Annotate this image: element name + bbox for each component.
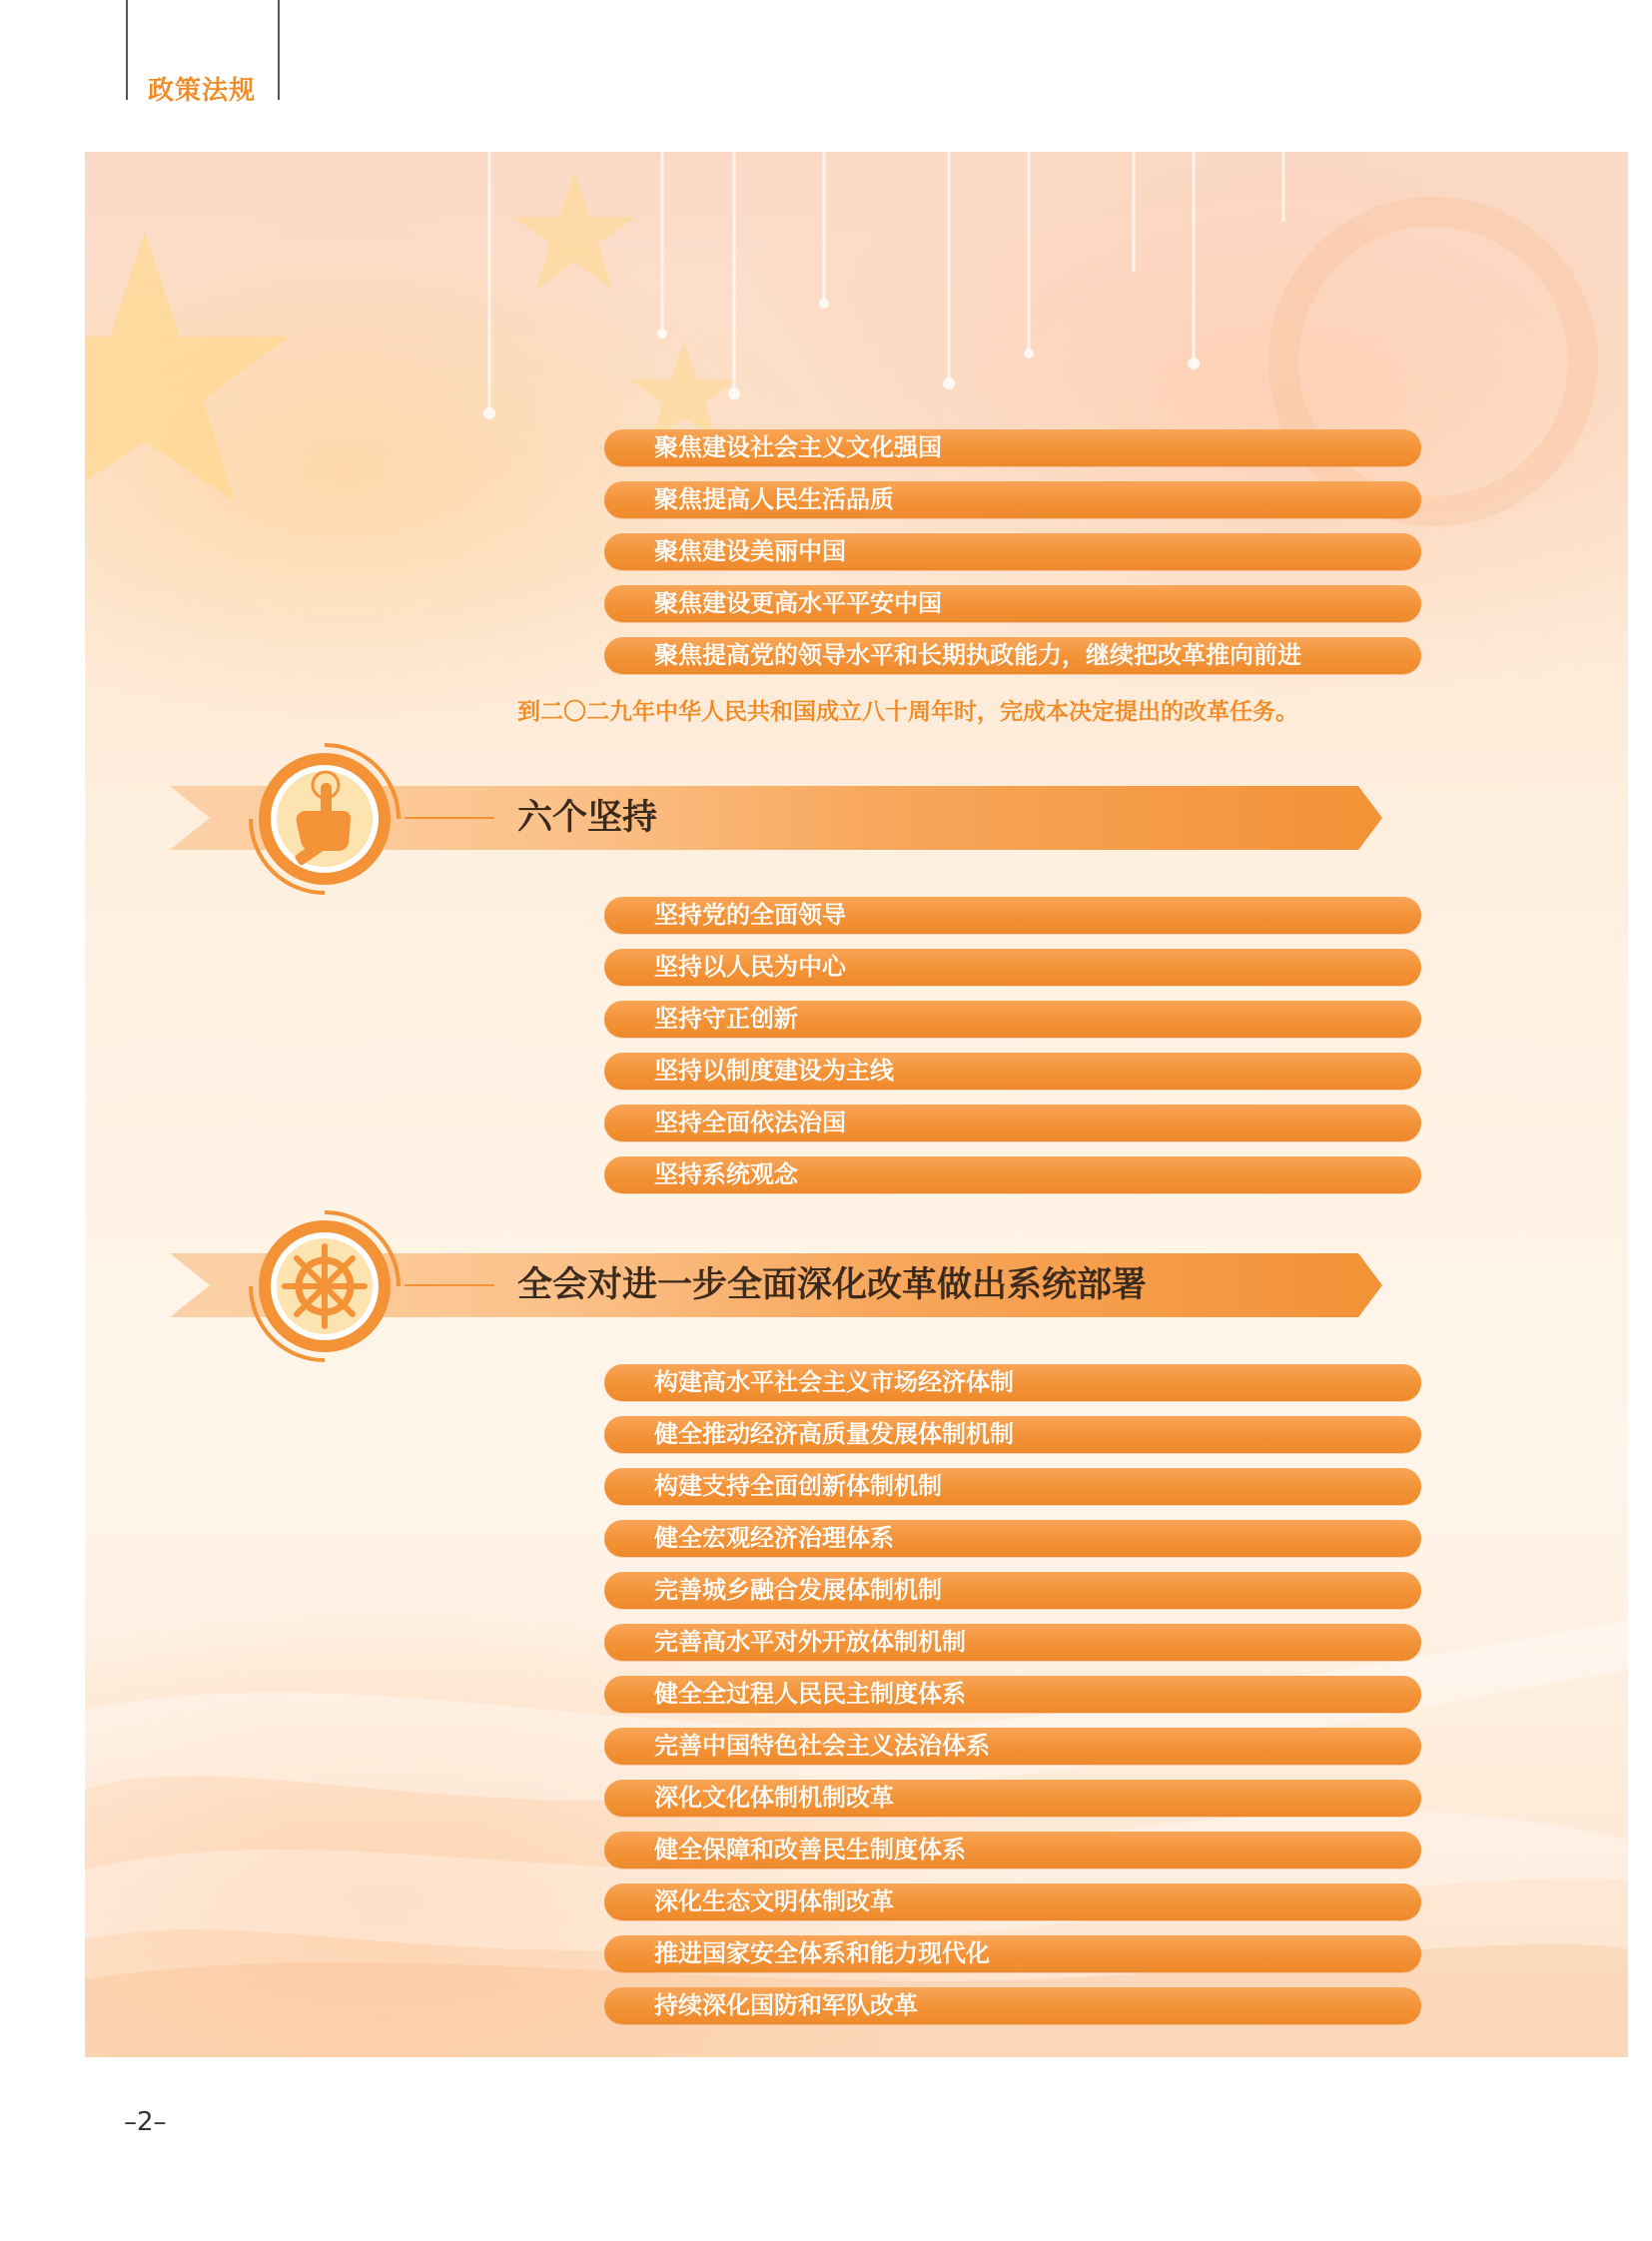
poster-panel bbox=[85, 152, 1628, 2057]
pointing-hand-icon bbox=[245, 739, 405, 899]
adherence-item: 坚持以人民为中心 bbox=[604, 949, 1421, 986]
deployment-item: 完善中国特色社会主义法治体系 bbox=[604, 1728, 1421, 1765]
deployment-item: 健全宏观经济治理体系 bbox=[604, 1520, 1421, 1557]
adherence-item: 坚持党的全面领导 bbox=[604, 897, 1421, 934]
deployment-item: 健全保障和改善民生制度体系 bbox=[604, 1832, 1421, 1868]
header-rule-left bbox=[126, 0, 128, 100]
flag-star-large bbox=[85, 232, 290, 501]
focus-item: 聚焦提高党的领导水平和长期执政能力，继续把改革推向前进 bbox=[604, 637, 1421, 674]
page-number: –2– bbox=[124, 2107, 167, 2137]
focus-item: 聚焦建设社会主义文化强国 bbox=[604, 429, 1421, 466]
connector-line bbox=[405, 817, 494, 819]
connector-line bbox=[405, 1284, 494, 1286]
gear-decoration bbox=[1283, 212, 1583, 511]
adherence-item: 坚持守正创新 bbox=[604, 1001, 1421, 1038]
focus-item: 聚焦提高人民生活品质 bbox=[604, 481, 1421, 518]
deployment-item: 深化文化体制机制改革 bbox=[604, 1780, 1421, 1817]
section-title: 六个坚持 bbox=[517, 798, 658, 838]
deployment-item: 完善高水平对外开放体制机制 bbox=[604, 1624, 1421, 1661]
header-rule-right bbox=[278, 0, 280, 100]
adherence-item: 坚持以制度建设为主线 bbox=[604, 1053, 1421, 1090]
ship-wheel-icon bbox=[245, 1206, 405, 1366]
deployment-item: 持续深化国防和军队改革 bbox=[604, 1987, 1421, 2024]
flag-star-small-2 bbox=[631, 342, 737, 441]
focus-item: 聚焦建设更高水平平安中国 bbox=[604, 585, 1421, 622]
deployment-item: 推进国家安全体系和能力现代化 bbox=[604, 1935, 1421, 1972]
deployment-item: 健全全过程人民民主制度体系 bbox=[604, 1676, 1421, 1713]
completion-note: 到二〇二九年中华人民共和国成立八十周年时，完成本决定提出的改革任务。 bbox=[517, 699, 1298, 725]
section-header-title: 政策法规 bbox=[148, 76, 257, 106]
deployment-item: 健全推动经济高质量发展体制机制 bbox=[604, 1416, 1421, 1453]
adherence-item: 坚持系统观念 bbox=[604, 1156, 1421, 1193]
section-title: 全会对进一步全面深化改革做出系统部署 bbox=[517, 1265, 1148, 1305]
deployment-item: 构建支持全面创新体制机制 bbox=[604, 1468, 1421, 1505]
focus-item: 聚焦建设美丽中国 bbox=[604, 533, 1421, 570]
deployment-item: 构建高水平社会主义市场经济体制 bbox=[604, 1364, 1421, 1401]
deployment-item: 深化生态文明体制改革 bbox=[604, 1883, 1421, 1920]
adherence-item: 坚持全面依法治国 bbox=[604, 1105, 1421, 1141]
flag-star-small bbox=[512, 172, 636, 290]
deployment-item: 完善城乡融合发展体制机制 bbox=[604, 1572, 1421, 1609]
